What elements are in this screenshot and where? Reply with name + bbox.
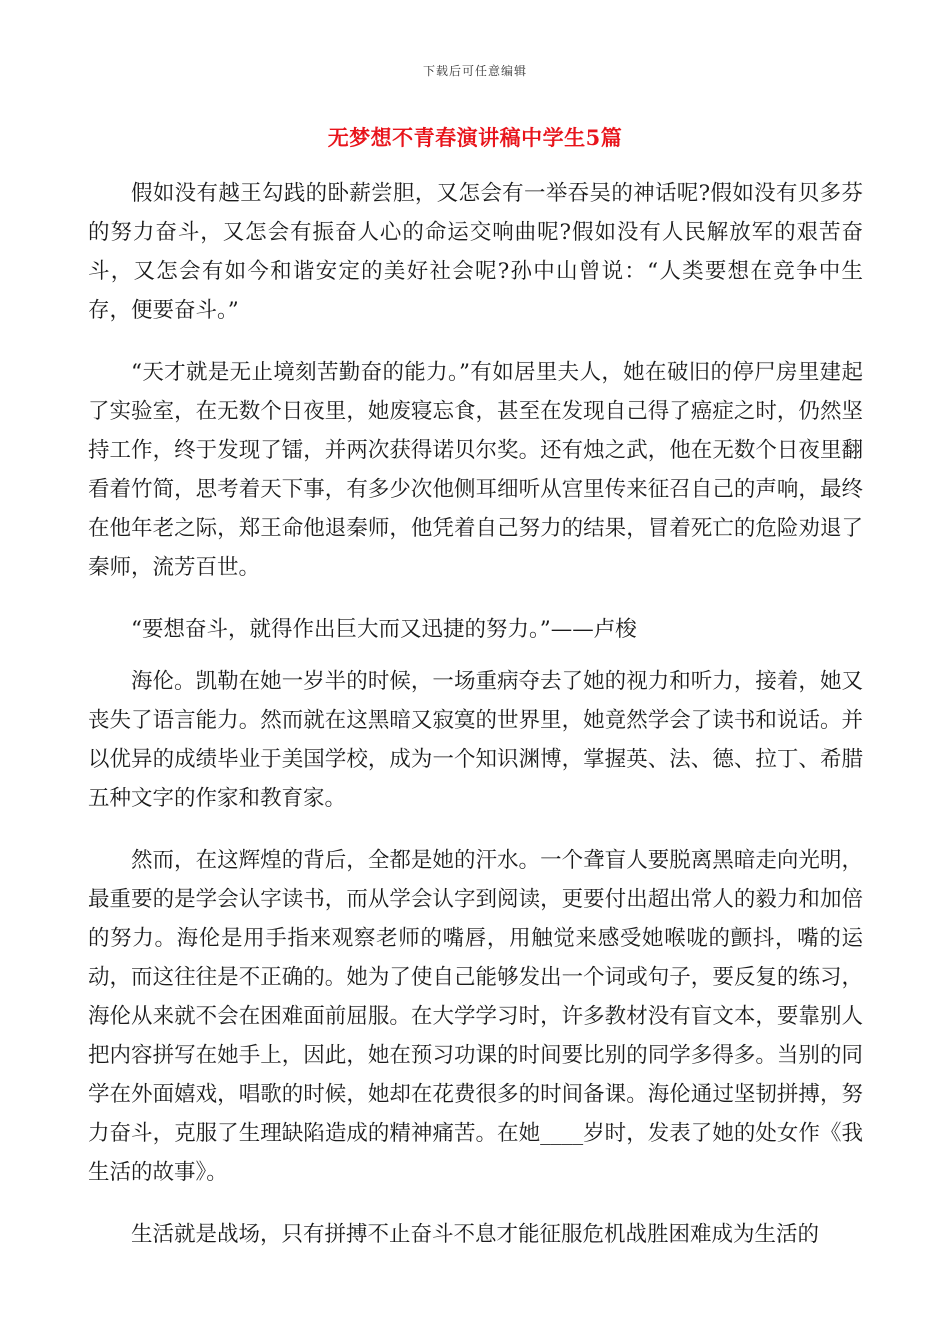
paragraph-5: 然而，在这辉煌的背后，全都是她的汗水。一个聋盲人要脱离黑暗走向光明，最重要的是学会认字读书，而从学会认字到阅读，更要付出超出常人的毅力和加倍的努力。海伦是用手指来观察老师的嘴唇，用触觉来感受她喉咙的颤抖，嘴的运动，而这往往是不正确的。她为了使自己能够发出一个词或句子，要反复的练习，海伦从来就不会在困难面前屈服。在大学学习时，许多教材没有盲文本，要靠别人把内容拼写在她手上，因此，她在预习功课的时间要比别的同学多得多。当别的同学在外面嬉戏，唱歌的时候，她却在花费很多的时间备课。海伦通过坚韧拼搏，努力奋斗，克服了生理缺陷造成的精神痛苦。在她____岁时，发表了她的处女作《我生活的故事》。: [88, 848, 863, 1185]
paragraph-6: 生活就是战场，只有拼搏不止奋斗不息才能征服危机战胜困难成为生活的: [131, 1222, 820, 1247]
paragraph-3-quote: “要想奋斗，就得作出巨大而又迅捷的努力。”——卢梭: [131, 617, 637, 642]
document-body: [88, 174, 863, 1254]
paragraph-4: 海伦。凯勒在她一岁半的时候，一场重病夺去了她的视力和听力，接着，她又丧失了语言能力。然而就在这黑暗又寂寞的世界里，她竟然学会了读书和说话。并以优异的成绩毕业于美国学校，成为一个知识渊博，掌握英、法、德、拉丁、希腊五种文字的作家和教育家。: [88, 669, 863, 811]
header-note: 下载后可任意编辑: [422, 64, 527, 78]
paragraph-2: “天才就是无止境刻苦勤奋的能力。”有如居里夫人，她在破旧的停尸房里建起了实验室，在无数个日夜里，她废寝忘食，甚至在发现自己得了癌症之时，仍然坚持工作，终于发现了镭，并两次获得诺贝尔奖。还有烛之武，他在无数个日夜里翻看着竹简，思考着天下事，有多少次他侧耳细听从宫里传来征召自己的声响，最终在他年老之际，郑王命他退秦师，他凭着自己努力的结果，冒着死亡的危险劝退了秦师，流芳百世。: [88, 360, 863, 580]
document-title: 无梦想不青春演讲稿中学生5篇: [327, 125, 623, 150]
paragraph-1: 假如没有越王勾践的卧薪尝胆，又怎会有一举吞吴的神话呢?假如没有贝多芬的努力奋斗，又怎会有振奋人心的命运交响曲呢?假如没有人民解放军的艰苦奋斗，又怎会有如今和谐安定的美好社会呢?孙中山曾说：“人类要想在竞争中生存，便要奋斗。”: [88, 181, 863, 323]
